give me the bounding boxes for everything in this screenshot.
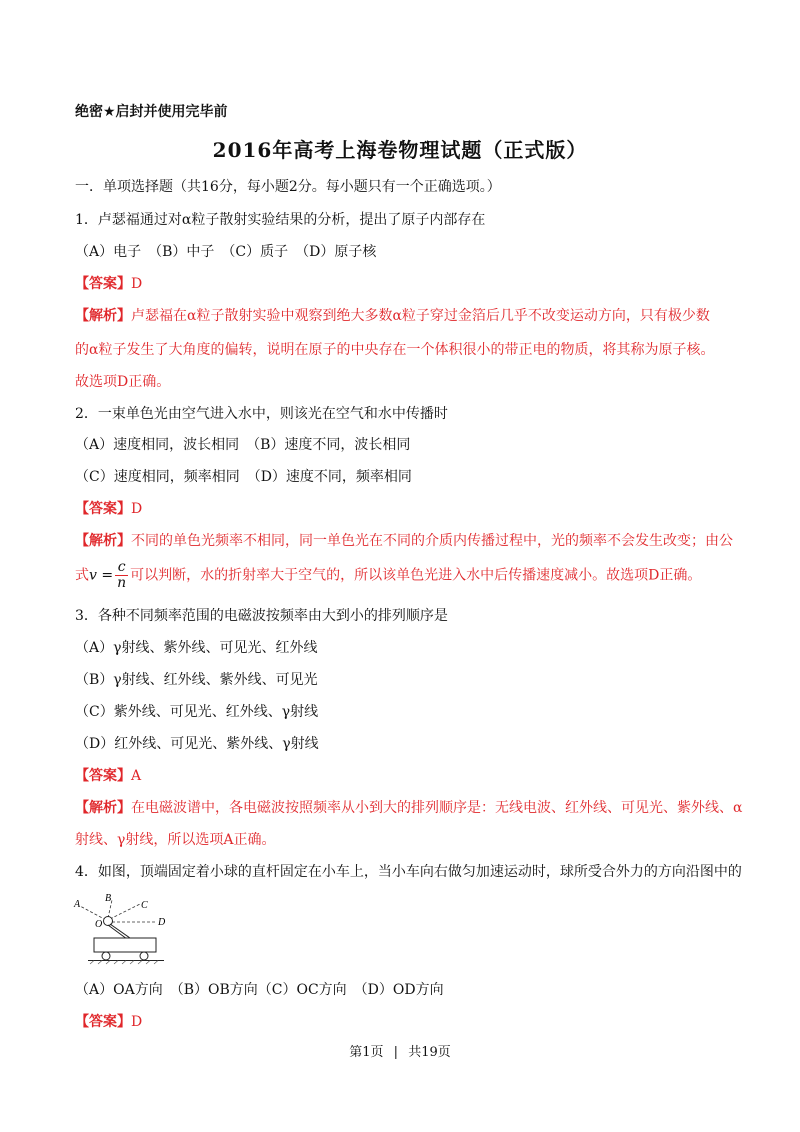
label-o: O (95, 919, 103, 930)
analysis-text: 卢瑟福在α粒子散射实验中观察到绝大多数α粒子穿过金箔后几乎不改变运动方向，只有极少数 (131, 308, 710, 324)
question-2-analysis (75, 531, 733, 551)
direction-line-oa (80, 906, 106, 920)
page-footer (0, 1041, 800, 1060)
question-1-analysis-line-2: 的α粒子发生了大角度的偏转，说明在原子的中央存在一个体积很小的带正电的物质，将其称为原子核。 (75, 342, 715, 358)
answer-label: 【答案】 (75, 1014, 131, 1030)
question-4-answer (75, 1012, 142, 1032)
analysis-suffix: 可以判断，水的折射率大于空气的，所以该单色光进入水中后传播速度减小。故选项D正确。 (130, 567, 702, 584)
formula-denominator: n (117, 575, 127, 591)
footer-separator: | (393, 1045, 399, 1060)
analysis-label: 【解析】 (75, 308, 131, 324)
formula-lhs: v = (89, 567, 114, 584)
cart-wheel-left (102, 952, 110, 960)
analysis-label: 【解析】 (75, 533, 131, 549)
page-total: 共19页 (408, 1045, 451, 1060)
question-1-options: （A）电子 （B）中子 （C）质子 （D）原子核 (75, 244, 377, 260)
label-c: C (141, 900, 148, 911)
question-2-stem: 2．一束单色光由空气进入水中，则该光在空气和水中传播时 (75, 406, 448, 422)
question-2-options-2: （C）速度相同，频率相同 （D）速度不同，频率相同 (75, 469, 412, 485)
question-1-analysis-line-3: 故选项D正确。 (75, 374, 171, 390)
page-number: 第1页 (349, 1045, 384, 1060)
question-2-options-1: （A）速度相同，波长相同 （B）速度不同，波长相同 (75, 437, 411, 453)
question-1-analysis (75, 306, 710, 326)
question-1-answer (75, 274, 142, 294)
question-3-option-b: （B）γ射线、红外线、紫外线、可见光 (75, 672, 318, 688)
direction-line-oc (110, 904, 140, 919)
question-3-answer (75, 766, 141, 786)
ball (104, 917, 113, 926)
question-1-stem: 1．卢瑟福通过对α粒子散射实验结果的分析，提出了原子内部存在 (75, 212, 486, 228)
answer-value: A (131, 768, 142, 784)
answer-value: D (131, 1014, 143, 1030)
formula-fraction (115, 560, 128, 591)
label-d: D (158, 917, 166, 928)
question-2-answer (75, 499, 142, 519)
answer-value: D (131, 501, 143, 517)
label-b: B (105, 893, 112, 904)
question-4-stem: 4．如图，顶端固定着小球的直杆固定在小车上，当小车向右做匀加速运动时，球所受合外力的方向沿图中的 (75, 864, 742, 880)
answer-label: 【答案】 (75, 276, 131, 292)
rod-edge (108, 925, 127, 939)
section-heading: 一．单项选择题（共16分，每小题2分。每小题只有一个正确选项。） (75, 179, 501, 195)
ground-hatch (90, 961, 158, 965)
cart-wheel-right (140, 952, 148, 960)
cart-body (94, 938, 156, 952)
question-3-stem: 3．各种不同频率范围的电磁波按频率由大到小的排列顺序是 (75, 608, 448, 624)
analysis-prefix: 式 (75, 567, 89, 584)
question-3-option-d: （D）红外线、可见光、紫外线、γ射线 (75, 736, 319, 752)
analysis-text: 在电磁波谱中，各电磁波按照频率从小到大的排列顺序是：无线电波、红外线、可见光、紫外线、α (131, 800, 743, 816)
question-3-option-a: （A）γ射线、紫外线、可见光、红外线 (75, 640, 318, 656)
analysis-label: 【解析】 (75, 800, 131, 816)
answer-value: D (131, 276, 143, 292)
page-title: 2016年高考上海卷物理试题（正式版） (212, 138, 588, 162)
question-3-option-c: （C）紫外线、可见光、红外线、γ射线 (75, 704, 319, 720)
answer-label: 【答案】 (75, 768, 131, 784)
question-4-options: （A）OA方向 （B）OB方向（C）OC方向 （D）OD方向 (75, 982, 444, 998)
label-a: A (74, 899, 81, 910)
answer-label: 【答案】 (75, 501, 131, 517)
question-3-analysis-line-2: 射线、γ射线，所以选项A正确。 (75, 832, 276, 848)
question-3-analysis (75, 798, 742, 818)
secret-label: 绝密★启封并使用完毕前 (75, 104, 228, 120)
cart-diagram (72, 892, 172, 968)
rod (110, 924, 130, 938)
question-2-analysis-line-2 (75, 560, 701, 591)
formula-numerator: c (115, 560, 128, 576)
analysis-text: 不同的单色光频率不相同，同一单色光在不同的介质内传播过程中，光的频率不会发生改变；由公 (131, 533, 733, 549)
